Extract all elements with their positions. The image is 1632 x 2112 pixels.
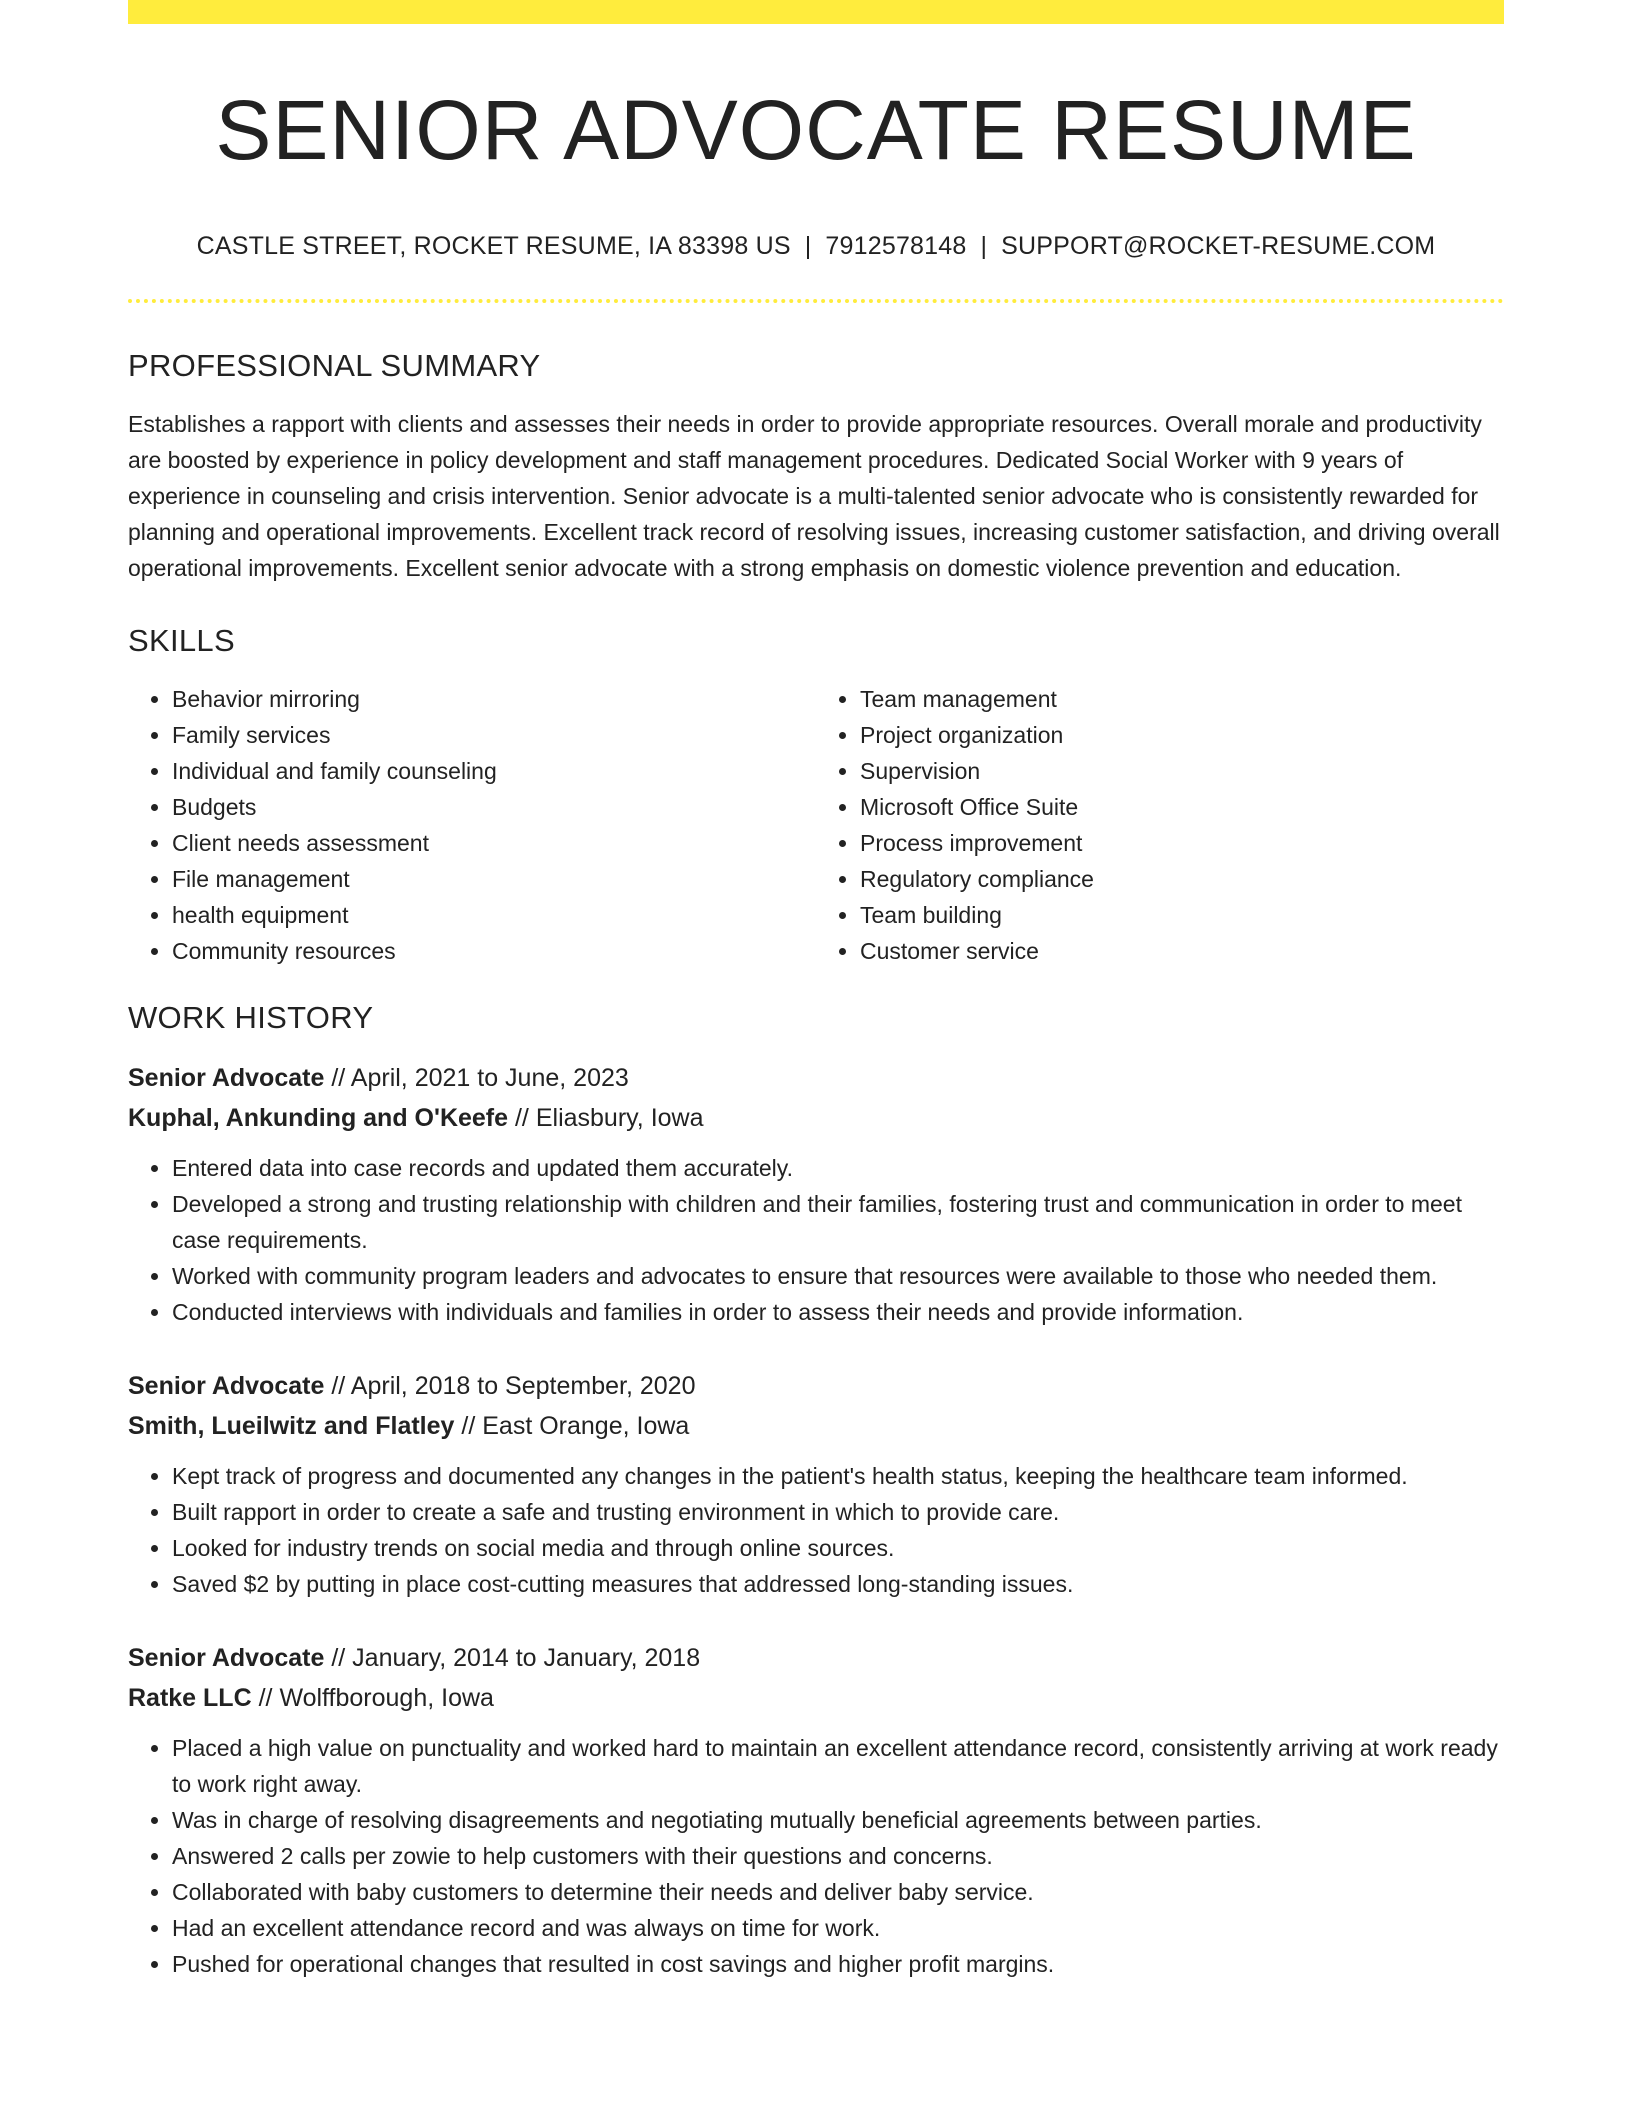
job-dates: January, 2014 to January, 2018 — [352, 1644, 701, 1673]
job-bullet: • Looked for industry trends on social media and through online sources. — [172, 1530, 1504, 1566]
job-dates: April, 2018 to September, 2020 — [350, 1372, 696, 1401]
work-history-heading: WORK HISTORY — [128, 1000, 374, 1036]
skill-item: • Regulatory compliance — [860, 861, 1504, 897]
job-bullet: • Answered 2 calls per zowie to help customers with their questions and concerns. — [172, 1838, 1504, 1874]
skill-item: • File management — [172, 861, 816, 897]
job-bullet: • Was in charge of resolving disagreements and negotiating mutually beneficial agreements between parties. — [172, 1802, 1504, 1838]
job-divider: // — [331, 1644, 346, 1673]
skills-list-right — [816, 681, 1504, 969]
skills-section — [128, 622, 1504, 969]
job-company: Smith, Lueilwitz and Flatley — [128, 1412, 455, 1441]
skill-item: • Project organization — [860, 717, 1504, 753]
job-bullets — [128, 1458, 1504, 1602]
job-entry — [128, 1638, 1504, 1982]
job-company-line — [128, 1678, 1504, 1718]
job-divider: // — [331, 1372, 346, 1401]
skill-item: • Budgets — [172, 789, 816, 825]
job-bullet: • Entered data into case records and updated them accurately. — [172, 1150, 1504, 1186]
job-dates: April, 2021 to June, 2023 — [350, 1064, 629, 1093]
job-title-line — [128, 1638, 1504, 1678]
skill-item: • Team building — [860, 897, 1504, 933]
skill-item: • Team management — [860, 681, 1504, 717]
contact-line — [128, 231, 1504, 261]
job-entry — [128, 1058, 1504, 1330]
job-bullet: • Built rapport in order to create a safe and trusting environment in which to provide care. — [172, 1494, 1504, 1530]
skill-item: • Behavior mirroring — [172, 681, 816, 717]
contact-phone: 7912578148 — [825, 231, 967, 260]
job-company: Ratke LLC — [128, 1684, 252, 1713]
skills-grid — [128, 681, 1504, 969]
job-divider: // — [258, 1684, 273, 1713]
professional-summary-section — [128, 347, 1504, 586]
job-bullet: • Collaborated with baby customers to determine their needs and deliver baby service. — [172, 1874, 1504, 1910]
job-bullets — [128, 1730, 1504, 1982]
contact-address: CASTLE STREET, ROCKET RESUME, IA 83398 US — [196, 231, 791, 260]
skill-item: • Supervision — [860, 753, 1504, 789]
top-accent-bar — [128, 0, 1504, 24]
contact-separator: | — [804, 231, 812, 260]
job-location: East Orange, Iowa — [482, 1412, 690, 1441]
skill-item: • Process improvement — [860, 825, 1504, 861]
skill-item: • Microsoft Office Suite — [860, 789, 1504, 825]
job-divider: // — [331, 1064, 346, 1093]
job-bullet: • Worked with community program leaders and advocates to ensure that resources were available to those who needed them. — [172, 1258, 1504, 1294]
skill-item: • health equipment — [172, 897, 816, 933]
job-company-line — [128, 1098, 1504, 1138]
skill-item: • Customer service — [860, 933, 1504, 969]
summary-heading: PROFESSIONAL SUMMARY — [128, 347, 541, 383]
job-divider: // — [514, 1104, 529, 1133]
job-bullet: • Pushed for operational changes that resulted in cost savings and higher profit margins. — [172, 1946, 1504, 1982]
job-bullet: • Placed a high value on punctuality and worked hard to maintain an excellent attendance record, consistently arriving at work ready to work right away. — [172, 1730, 1504, 1802]
job-bullet: • Saved $2 by putting in place cost-cutting measures that addressed long-standing issues. — [172, 1566, 1504, 1602]
job-location: Wolffborough, Iowa — [279, 1684, 494, 1713]
summary-text: Establishes a rapport with clients and assesses their needs in order to provide appropriate resources. Overall morale and productivity are boosted by experience in policy development and staff management procedures. Dedicated Social Worker with 9 years of experience in counseling and crisis intervention. Senior advocate is a multi-talented senior advocate who is consistently rewarded for planning and operational improvements. Excellent track record of resolving issues, increasing customer satisfaction, and driving overall operational improvements. Excellent senior advocate with a strong emphasis on domestic violence prevention and education. — [128, 410, 1500, 581]
job-location: Eliasbury, Iowa — [535, 1104, 704, 1133]
job-bullet: • Kept track of progress and documented any changes in the patient's health status, keeping the healthcare team informed. — [172, 1458, 1504, 1494]
skills-heading: SKILLS — [128, 622, 235, 658]
skills-list-left — [128, 681, 816, 969]
job-company: Kuphal, Ankunding and O'Keefe — [128, 1104, 509, 1133]
resume-title: SENIOR ADVOCATE RESUME — [215, 83, 1417, 177]
job-title: Senior Advocate — [128, 1064, 325, 1093]
job-title: Senior Advocate — [128, 1644, 325, 1673]
job-bullets — [128, 1150, 1504, 1330]
work-history-section — [128, 999, 1504, 1982]
skill-item: • Community resources — [172, 933, 816, 969]
job-bullet: • Developed a strong and trusting relationship with children and their families, fostering trust and communication in order to meet case requirements. — [172, 1186, 1504, 1258]
resume-page — [128, 0, 1504, 1982]
skill-item: • Family services — [172, 717, 816, 753]
job-title: Senior Advocate — [128, 1372, 325, 1401]
job-title-line — [128, 1366, 1504, 1406]
skill-item: • Individual and family counseling — [172, 753, 816, 789]
job-company-line — [128, 1406, 1504, 1446]
job-bullet: • Conducted interviews with individuals and families in order to assess their needs and provide information. — [172, 1294, 1504, 1330]
skill-item: • Client needs assessment — [172, 825, 816, 861]
job-entry — [128, 1366, 1504, 1602]
job-divider: // — [461, 1412, 476, 1441]
job-bullet: • Had an excellent attendance record and was always on time for work. — [172, 1910, 1504, 1946]
job-title-line — [128, 1058, 1504, 1098]
dotted-divider — [128, 299, 1504, 303]
contact-email: SUPPORT@ROCKET-RESUME.COM — [1001, 231, 1436, 260]
contact-separator: | — [980, 231, 988, 260]
